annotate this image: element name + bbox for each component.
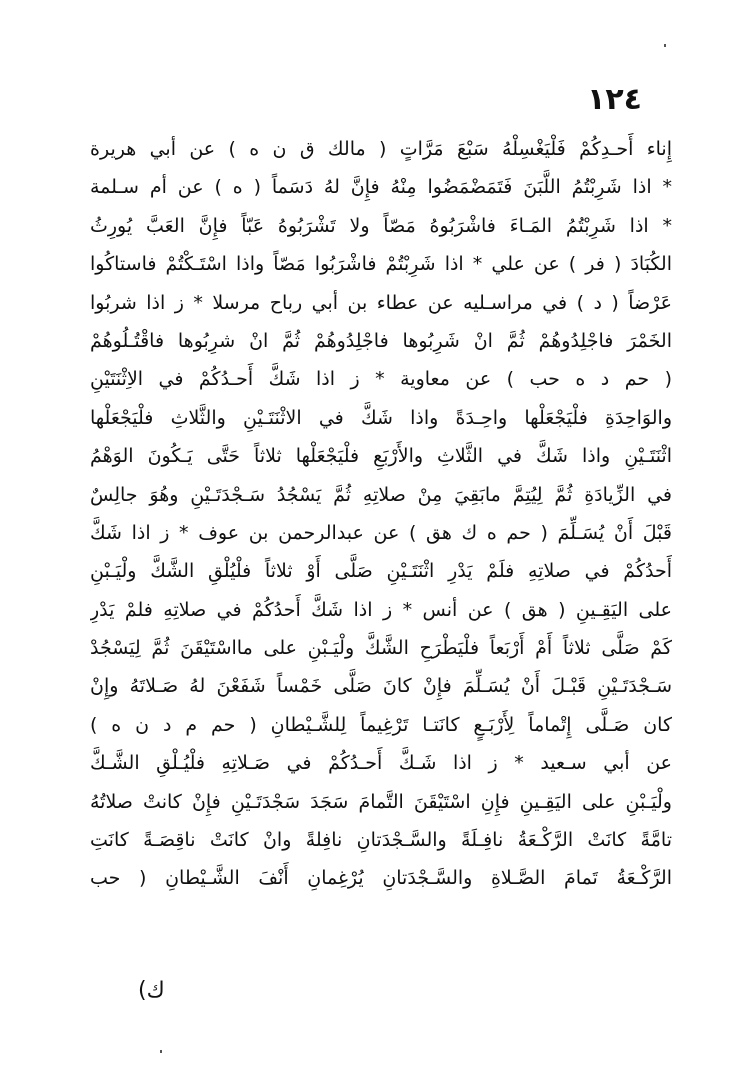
- text-line: ( حم د ه حب ) عن معاوية * ز اذا شَكَّ أَحـدُكُمْ في الاِثْنَتَيْنِ: [90, 368, 672, 391]
- text-line: الكُبَادَ ( فر ) عن علي * اذا شَرِبْتُمْ فاشْرَبُوا مَصّاً واذا اسْتَـكْتُمْ فاستاكُوا: [90, 253, 672, 276]
- text-line: الخَمْرَ فاجْلِدُوهُمْ ثُمَّ انْ شَرِبُوها فاجْلِدُوهُمْ ثُمَّ انْ شرِبُوها فاقْتُـلُوهُمْ: [90, 329, 672, 352]
- scan-speck: [664, 44, 666, 47]
- text-line: سَـجْدَتَـيْنِ قَبْـلَ أَنْ يُسَـلِّمَ فإِنْ كانَ صَلَّى خَمْساً شَفَعْنَ لهُ صَـلاتَهُ وإِنْ: [90, 675, 672, 698]
- text-line: كَمْ صَلَّى ثلاثاً أَمْ أَرْبَعاً فلْيَطْرَحِ الشَّكَّ ولْيَـبْنِ على مااسْتَيْقَنَ ثُمَّ لِيَسْجُدْ: [90, 637, 672, 660]
- text-line: قَبْلَ أَنْ يُسَـلِّمَ ( حم ه ك هق ) عن عبدالرحمن بن عوف * ز اذا شَكَّ: [90, 521, 672, 544]
- text-line: عن أبي سـعيد * ز اذا شَـكَّ أَحـدُكُمْ في صَـلاتِهِ فلْيُـلْقِ الشَّـكَّ: [90, 752, 672, 775]
- text-line: في الزِّيادَةِ ثُمَّ لِيُتِمَّ مابَقِيَ مِنْ صلاتِهِ ثُمَّ يَسْجُدُ سَـجْدَتَـيْنِ وهُوَ جالِسٌ: [90, 483, 672, 506]
- catchword: ك): [138, 978, 165, 1003]
- text-line: والوَاحِدَةِ فلْيَجْعَلْها واحِـدَةً واذا شَكَّ في الاثْنَتَـيْنِ والثَّلاثِ فلْيَجْعَلْها: [90, 406, 672, 429]
- text-line: كان صَـلَّى إِتْماماً لِأَرْبَـعٍ كانَتـا تَرْغِيماً لِلشَّـيْطانِ ( حم م د ن ه ): [90, 713, 672, 736]
- text-line: * اذا شَرِبْتُمُ اللَّبَنَ فَتَمَضْمَضُوا مِنْهُ فإِنَّ لهُ دَسَماً ( ه ) عن أم سـلمة: [90, 176, 672, 199]
- text-line: ولْيَـبْنِ على اليَقِـينِ فإِنِ اسْتَيْقَنَ التَّمامَ سَجَدَ سَجْدَتَـيْنِ فإِنْ كانتْ صلاتُهُ: [90, 790, 672, 813]
- text-line: * اذا شَرِبْتُمُ المَـاءَ فاشْرَبُوهُ مَصّاً ولا تَشْرَبُوهُ عَبّاً فإِنَّ العَبَّ يُورِثُ: [90, 214, 672, 237]
- hadith-text-block: [90, 130, 672, 898]
- text-line: تامَّةً كانَتْ الرَّكْـعَةُ نافِـلَةً والسَّـجْدَتانِ نافِلةً وانْ كانَتْ ناقِصَـةً كانَتِ: [90, 829, 672, 852]
- scan-speck: [160, 1050, 162, 1053]
- text-line: إِناء أَحـدِكُمْ فَلْيَغْسِلْهُ سَبْعَ مَرَّاتٍ ( مالك ق ن ه ) عن أبي هريرة: [90, 138, 672, 160]
- text-line: اثْنَتَـيْنِ واذا شَكَّ في الثَّلاثِ والأَرْبَعِ فلْيَجْعَلْها ثلاثاً حَتَّى يَـكُونَ الوَهْمُ: [90, 445, 672, 468]
- text-line: عَرْضاً ( د ) في مراسـليه عن عطاء بن أبي رباح مرسلا * ز اذا شربُوا: [90, 291, 672, 314]
- text-line: أَحدُكُمْ في صلاتِهِ فلَمْ يَدْرِ اثْنَتَـيْنِ صَلَّى أَوْ ثلاثاً فلْيُلْقِ الشَّكَّ ولْيَـبْنِ: [90, 560, 672, 583]
- page-number: ١٢٤: [587, 82, 642, 117]
- text-line: على اليَقِـينِ ( هق ) عن أنس * ز اذا شَكَّ أَحدُكُمْ في صلاتِهِ فلمْ يَدْرِ: [90, 598, 672, 621]
- text-line: الرَّكْـعَةُ تَمامَ الصَّـلاةِ والسَّـجْدَتانِ يُرْغِمانِ أَنْفَ الشَّـيْطانِ ( حب: [90, 867, 672, 890]
